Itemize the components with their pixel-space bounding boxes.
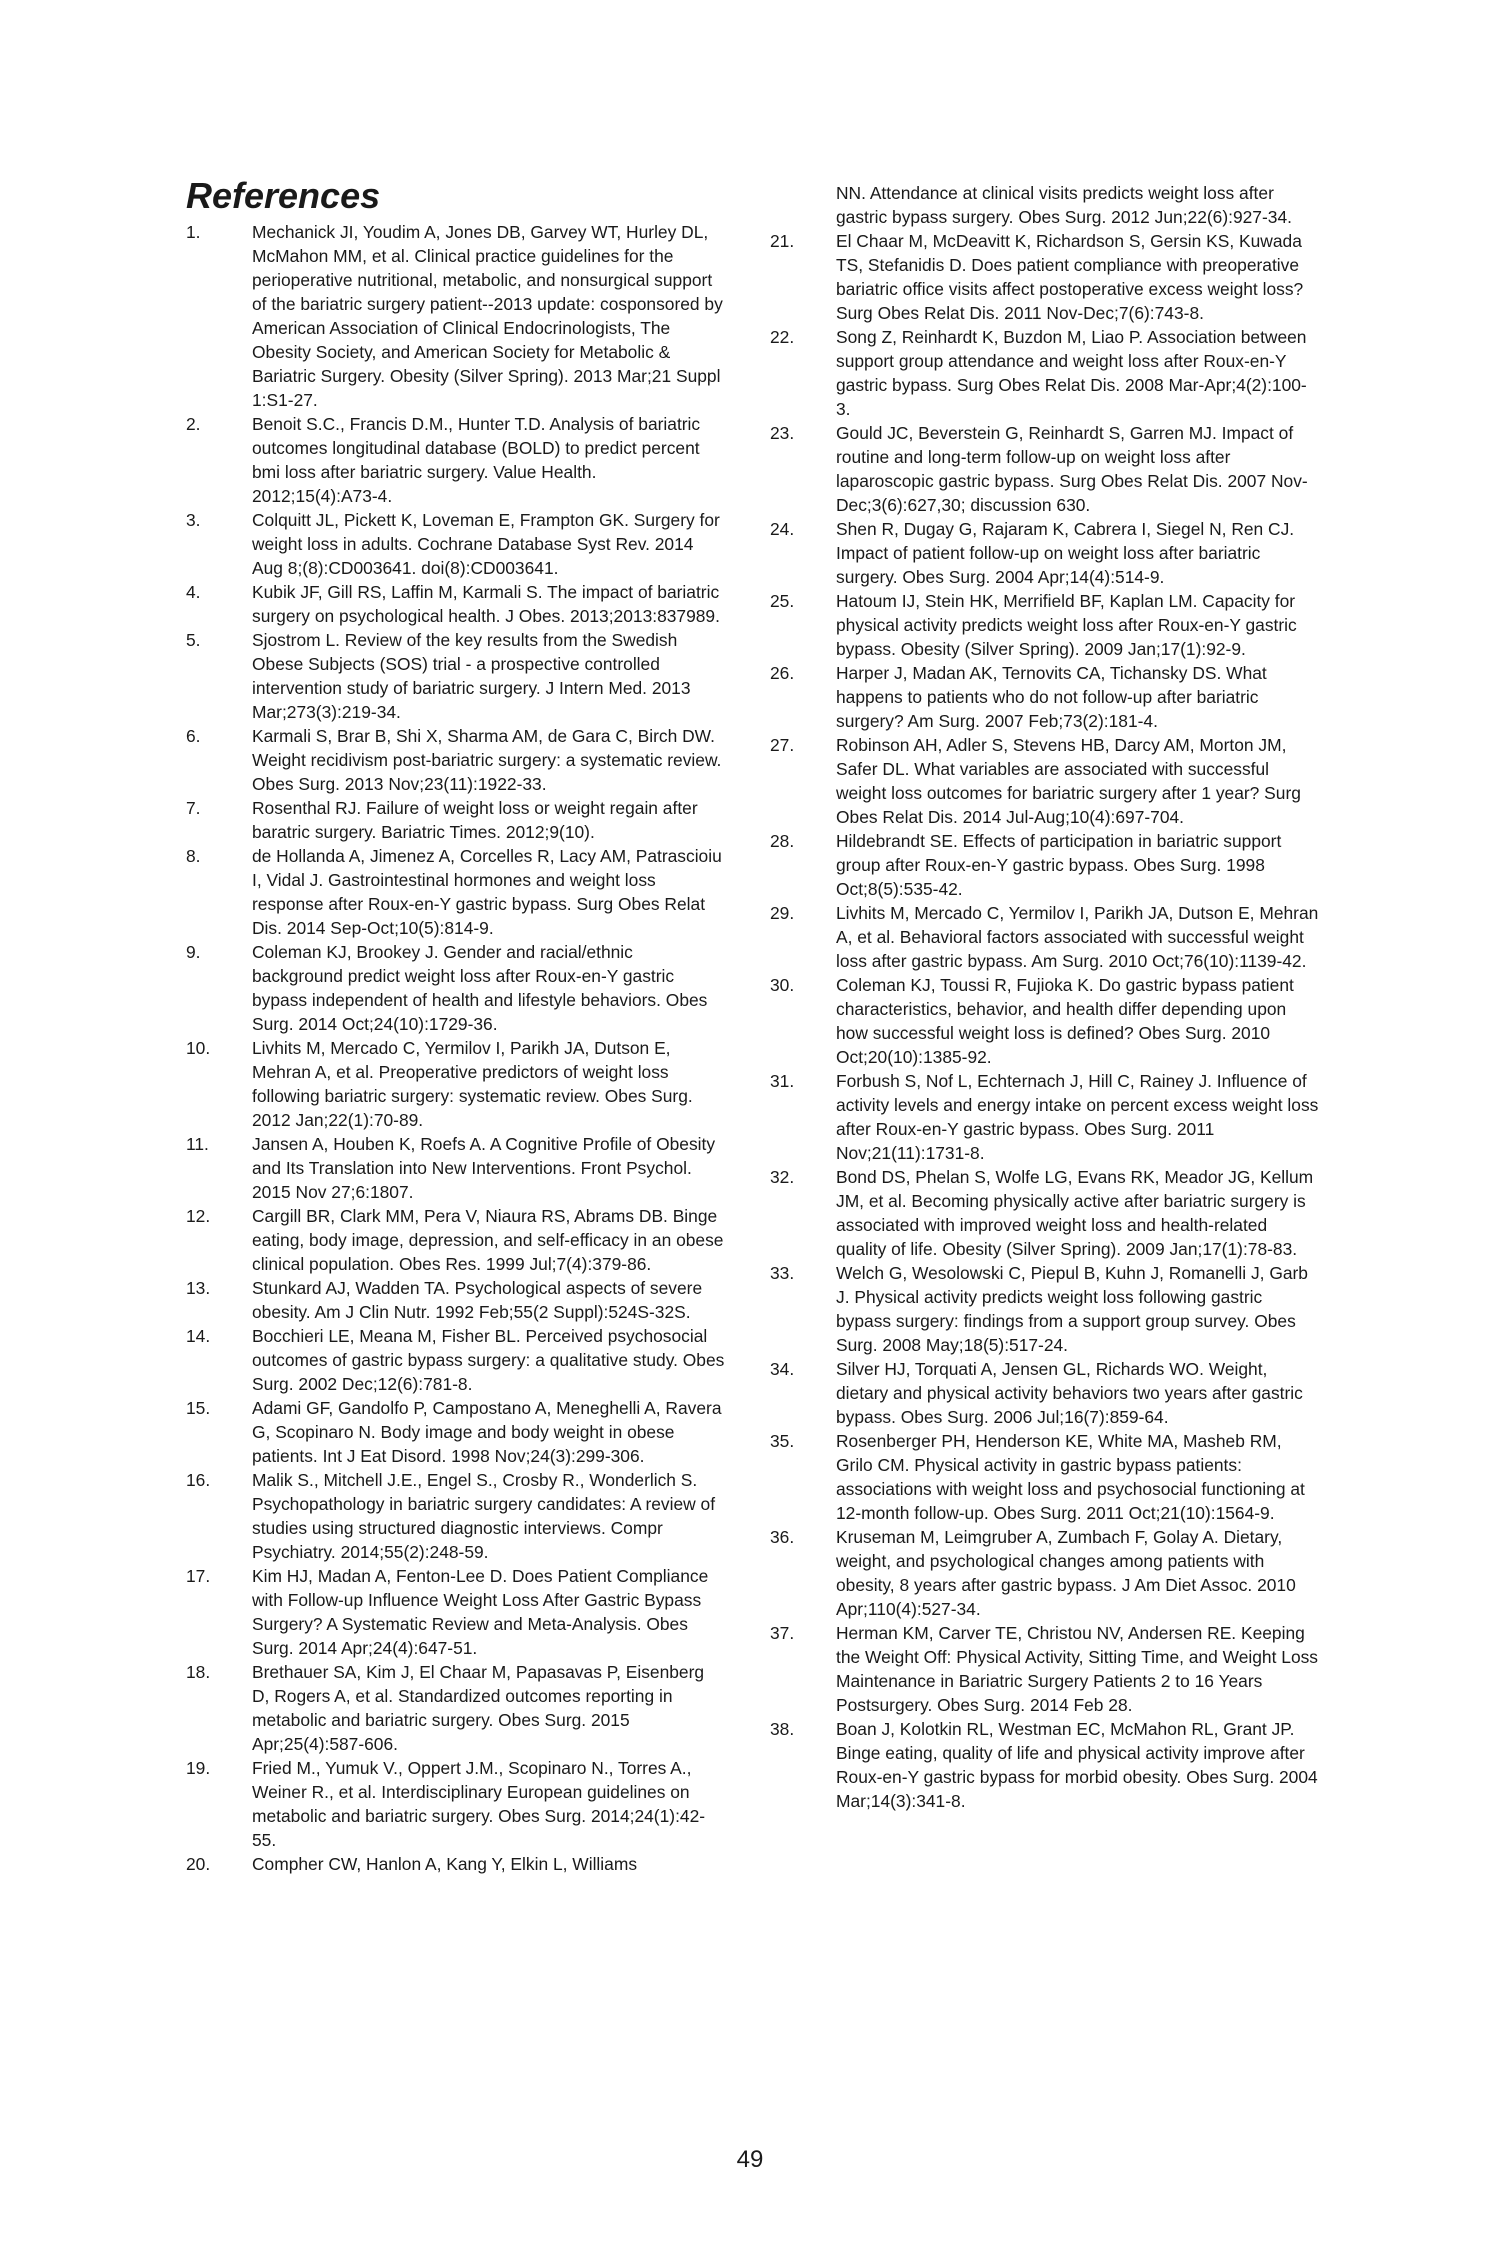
reference-number: 20. [186, 1854, 211, 1874]
reference-text: Bocchieri LE, Meana M, Fisher BL. Perceived psychosocial outcomes of gastric bypass surgery: a qualitative study. Obes Surg. 2002 Dec;12(6):781-8. [252, 1326, 725, 1394]
reference-text: Malik S., Mitchell J.E., Engel S., Crosby R., Wonderlich S. Psychopathology in bariatric surgery candidates: A review of studies using structured diagnostic interviews. Compr Psychiatry. 2014;55(2):248-59. [252, 1470, 716, 1562]
reference-text: Kim HJ, Madan A, Fenton-Lee D. Does Patient Compliance with Follow-up Influence Weight Loss After Gastric Bypass Surgery? A Systematic Review and Meta-Analysis. Obes Surg. 2014 Apr;24(4):647-51. [252, 1566, 709, 1658]
reference-text: Livhits M, Mercado C, Yermilov I, Parikh JA, Dutson E, Mehran A, et al. Behavioral factors associated with successful weight loss after gastric bypass. Am Surg. 2010 Oct;76(10):1139-42. [836, 903, 1319, 971]
reference-item [186, 1396, 726, 1468]
reference-item [770, 973, 1320, 1069]
reference-item [186, 220, 726, 412]
reference-item [186, 1564, 726, 1660]
reference-text: Sjostrom L. Review of the key results from the Swedish Obese Subjects (SOS) trial - a prospective controlled intervention study of bariatric surgery. J Intern Med. 2013 Mar;273(3):219-34. [252, 630, 691, 722]
reference-item [770, 1621, 1320, 1717]
reference-number: 17. [186, 1566, 211, 1586]
reference-item [770, 517, 1320, 589]
reference-text: Shen R, Dugay G, Rajaram K, Cabrera I, Siegel N, Ren CJ. Impact of patient follow-up on weight loss after bariatric surgery. Obes Surg. 2004 Apr;14(4):514-9. [836, 519, 1295, 587]
reference-number: 4. [186, 582, 201, 602]
reference-item [770, 1525, 1320, 1621]
reference-number: 29. [770, 903, 795, 923]
reference-item [186, 508, 726, 580]
reference-continuation [770, 181, 1320, 229]
reference-number: 16. [186, 1470, 211, 1490]
reference-item [770, 1717, 1320, 1813]
reference-text: NN. Attendance at clinical visits predicts weight loss after gastric bypass surgery. Obes Surg. 2012 Jun;22(6):927-34. [836, 183, 1292, 227]
reference-item [186, 580, 726, 628]
reference-item [770, 901, 1320, 973]
reference-text: Welch G, Wesolowski C, Piepul B, Kuhn J, Romanelli J, Garb J. Physical activity predicts weight loss following gastric bypass surgery: findings from a support group survey. Obes Surg. 2008 May;18(5):517-24. [836, 1263, 1308, 1355]
reference-text: Rosenthal RJ. Failure of weight loss or weight regain after baratric surgery. Bariatric Times. 2012;9(10). [252, 798, 698, 842]
reference-text: Livhits M, Mercado C, Yermilov I, Parikh JA, Dutson E, Mehran A, et al. Preoperative predictors of weight loss following bariatric surgery: systematic review. Obes Surg. 2012 Jan;22(1):70-89. [252, 1038, 693, 1130]
reference-item [770, 733, 1320, 829]
reference-item [770, 829, 1320, 901]
reference-item [770, 589, 1320, 661]
reference-item [770, 661, 1320, 733]
reference-text: Stunkard AJ, Wadden TA. Psychological aspects of severe obesity. Am J Clin Nutr. 1992 Feb;55(2 Suppl):524S-32S. [252, 1278, 703, 1322]
page-number: 49 [736, 2146, 764, 2173]
reference-text: Compher CW, Hanlon A, Kang Y, Elkin L, Williams [252, 1854, 638, 1874]
reference-text: Jansen A, Houben K, Roefs A. A Cognitive Profile of Obesity and Its Translation into New Interventions. Front Psychol. 2015 Nov 27;6:1807. [252, 1134, 716, 1202]
reference-text: Rosenberger PH, Henderson KE, White MA, Masheb RM, Grilo CM. Physical activity in gastric bypass patients: associations with weight loss and psychosocial functioning at 12-month follow-up. Obes Surg. 2011 Oct;21(10):1564-9. [836, 1431, 1305, 1523]
reference-text: Mechanick JI, Youdim A, Jones DB, Garvey WT, Hurley DL, McMahon MM, et al. Clinical practice guidelines for the perioperative nutritional, metabolic, and nonsurgical support of the bariatric surgery patient--2013 update: cosponsored by American Association of Clinical Endocrinologists, The Obesity Society, and American Society for Metabolic & Bariatric Surgery. Obesity (Silver Spring). 2013 Mar;21 Suppl 1:S1-27. [252, 222, 723, 410]
reference-text: de Hollanda A, Jimenez A, Corcelles R, Lacy AM, Patrascioiu I, Vidal J. Gastrointestinal hormones and weight loss response after Roux-en-Y gastric bypass. Surg Obes Relat Dis. 2014 Sep-Oct;10(5):814-9. [252, 846, 722, 938]
reference-item [770, 1357, 1320, 1429]
reference-number: 27. [770, 735, 795, 755]
reference-item [186, 1660, 726, 1756]
reference-item [770, 325, 1320, 421]
reference-item [186, 1852, 726, 1876]
reference-text: Cargill BR, Clark MM, Pera V, Niaura RS, Abrams DB. Binge eating, body image, depression, and self-efficacy in an obese clinical population. Obes Res. 1999 Jul;7(4):379-86. [252, 1206, 724, 1274]
reference-list-right [770, 181, 1320, 1813]
reference-text: Coleman KJ, Brookey J. Gender and racial/ethnic background predict weight loss after Roux-en-Y gastric bypass independent of health and lifestyle behaviors. Obes Surg. 2014 Oct;24(10):1729-36. [252, 942, 708, 1034]
reference-text: Robinson AH, Adler S, Stevens HB, Darcy AM, Morton JM, Safer DL. What variables are associated with successful weight loss outcomes for bariatric surgery after 1 year? Surg Obes Relat Dis. 2014 Jul-Aug;10(4):697-704. [836, 735, 1301, 827]
reference-text: El Chaar M, McDeavitt K, Richardson S, Gersin KS, Kuwada TS, Stefanidis D. Does patient compliance with preoperative bariatric office visits affect postoperative excess weight loss? Surg Obes Relat Dis. 2011 Nov-Dec;7(6):743-8. [836, 231, 1304, 323]
reference-text: Kruseman M, Leimgruber A, Zumbach F, Golay A. Dietary, weight, and psychological changes among patients with obesity, 8 years after gastric bypass. J Am Diet Assoc. 2010 Apr;110(4):527-34. [836, 1527, 1296, 1619]
reference-text: Harper J, Madan AK, Ternovits CA, Tichansky DS. What happens to patients who do not follow-up after bariatric surgery? Am Surg. 2007 Feb;73(2):181-4. [836, 663, 1267, 731]
reference-text: Benoit S.C., Francis D.M., Hunter T.D. Analysis of bariatric outcomes longitudinal database (BOLD) to predict percent bmi loss after bariatric surgery. Value Health. 2012;15(4):A73-4. [252, 414, 701, 506]
reference-text: Adami GF, Gandolfo P, Campostano A, Meneghelli A, Ravera G, Scopinaro N. Body image and body weight in obese patients. Int J Eat Disord. 1998 Nov;24(3):299-306. [252, 1398, 722, 1466]
reference-item [186, 1204, 726, 1276]
reference-number: 21. [770, 231, 795, 251]
reference-item [770, 1069, 1320, 1165]
reference-list-left [186, 220, 726, 1876]
reference-text: Coleman KJ, Toussi R, Fujioka K. Do gastric bypass patient characteristics, behavior, and health differ depending upon how successful weight loss is defined? Obes Surg. 2010 Oct;20(10):1385-92. [836, 975, 1294, 1067]
reference-number: 5. [186, 630, 201, 650]
reference-item [186, 628, 726, 724]
reference-item [186, 844, 726, 940]
reference-text: Forbush S, Nof L, Echternach J, Hill C, Rainey J. Influence of activity levels and energy intake on percent excess weight loss after Roux-en-Y gastric bypass. Obes Surg. 2011 Nov;21(11):1731-8. [836, 1071, 1319, 1163]
reference-number: 3. [186, 510, 201, 530]
reference-number: 18. [186, 1662, 211, 1682]
reference-item [186, 1468, 726, 1564]
reference-number: 9. [186, 942, 201, 962]
reference-text: Brethauer SA, Kim J, El Chaar M, Papasavas P, Eisenberg D, Rogers A, et al. Standardized outcomes reporting in metabolic and bariatric surgery. Obes Surg. 2015 Apr;25(4):587-606. [252, 1662, 705, 1754]
reference-number: 6. [186, 726, 201, 746]
reference-number: 23. [770, 423, 795, 443]
reference-number: 37. [770, 1623, 795, 1643]
reference-item [186, 1276, 726, 1324]
reference-number: 13. [186, 1278, 211, 1298]
reference-item [186, 412, 726, 508]
reference-text: Gould JC, Beverstein G, Reinhardt S, Garren MJ. Impact of routine and long-term follow-up on weight loss after laparoscopic gastric bypass. Surg Obes Relat Dis. 2007 Nov-Dec;3(6):627,30; discussion 630. [836, 423, 1308, 515]
reference-item [186, 1324, 726, 1396]
reference-number: 1. [186, 222, 201, 242]
reference-item [186, 940, 726, 1036]
reference-number: 35. [770, 1431, 795, 1451]
reference-number: 36. [770, 1527, 795, 1547]
reference-number: 11. [186, 1134, 209, 1154]
reference-item [186, 1036, 726, 1132]
reference-text: Boan J, Kolotkin RL, Westman EC, McMahon RL, Grant JP. Binge eating, quality of life and physical activity improve after Roux-en-Y gastric bypass for morbid obesity. Obes Surg. 2004 Mar;14(3):341-8. [836, 1719, 1318, 1811]
reference-number: 15. [186, 1398, 211, 1418]
reference-text: Herman KM, Carver TE, Christou NV, Andersen RE. Keeping the Weight Off: Physical Activity, Sitting Time, and Weight Loss Maintenance in Bariatric Surgery Patients 2 to 16 Years Postsurgery. Obes Surg. 2014 Feb 28. [836, 1623, 1319, 1715]
reference-item [186, 724, 726, 796]
reference-number: 22. [770, 327, 795, 347]
reference-number: 32. [770, 1167, 795, 1187]
reference-text: Hatoum IJ, Stein HK, Merrifield BF, Kaplan LM. Capacity for physical activity predicts weight loss after Roux-en-Y gastric bypass. Obesity (Silver Spring). 2009 Jan;17(1):92-9. [836, 591, 1297, 659]
reference-text: Kubik JF, Gill RS, Laffin M, Karmali S. The impact of bariatric surgery on psychological health. J Obes. 2013;2013:837989. [252, 582, 720, 626]
reference-text: Silver HJ, Torquati A, Jensen GL, Richards WO. Weight, dietary and physical activity behaviors two years after gastric bypass. Obes Surg. 2006 Jul;16(7):859-64. [836, 1359, 1303, 1427]
page-title: References [186, 175, 381, 216]
reference-text: Song Z, Reinhardt K, Buzdon M, Liao P. Association between support group attendance and weight loss after Roux-en-Y gastric bypass. Surg Obes Relat Dis. 2008 Mar-Apr;4(2):100-3. [836, 327, 1307, 419]
reference-number: 28. [770, 831, 795, 851]
reference-item [770, 1165, 1320, 1261]
reference-number: 30. [770, 975, 795, 995]
reference-number: 19. [186, 1758, 211, 1778]
reference-number: 8. [186, 846, 201, 866]
reference-number: 31. [770, 1071, 795, 1091]
reference-number: 10. [186, 1038, 211, 1058]
reference-number: 2. [186, 414, 201, 434]
reference-number: 38. [770, 1719, 795, 1739]
reference-item [770, 229, 1320, 325]
reference-number: 25. [770, 591, 795, 611]
reference-number: 34. [770, 1359, 795, 1379]
reference-number: 33. [770, 1263, 795, 1283]
reference-text: Colquitt JL, Pickett K, Loveman E, Frampton GK. Surgery for weight loss in adults. Cochrane Database Syst Rev. 2014 Aug 8;(8):CD003641. doi(8):CD003641. [252, 510, 720, 578]
reference-text: Bond DS, Phelan S, Wolfe LG, Evans RK, Meador JG, Kellum JM, et al. Becoming physically active after bariatric surgery is associated with improved weight loss and health-related quality of life. Obesity (Silver Spring). 2009 Jan;17(1):78-83. [836, 1167, 1314, 1259]
reference-number: 14. [186, 1326, 211, 1346]
reference-number: 12. [186, 1206, 211, 1226]
reference-text: Hildebrandt SE. Effects of participation in bariatric support group after Roux-en-Y gastric bypass. Obes Surg. 1998 Oct;8(5):535-42. [836, 831, 1282, 899]
reference-number: 24. [770, 519, 795, 539]
reference-text: Karmali S, Brar B, Shi X, Sharma AM, de Gara C, Birch DW. Weight recidivism post-bariatric surgery: a systematic review. Obes Surg. 2013 Nov;23(11):1922-33. [252, 726, 722, 794]
reference-item [770, 1429, 1320, 1525]
reference-text: Fried M., Yumuk V., Oppert J.M., Scopinaro N., Torres A., Weiner R., et al. Interdisciplinary European guidelines on metabolic and bariatric surgery. Obes Surg. 2014;24(1):42-55. [252, 1758, 706, 1850]
reference-item [186, 1756, 726, 1852]
reference-number: 7. [186, 798, 201, 818]
reference-number: 26. [770, 663, 795, 683]
reference-item [770, 421, 1320, 517]
reference-item [186, 796, 726, 844]
reference-item [186, 1132, 726, 1204]
reference-item [770, 1261, 1320, 1357]
